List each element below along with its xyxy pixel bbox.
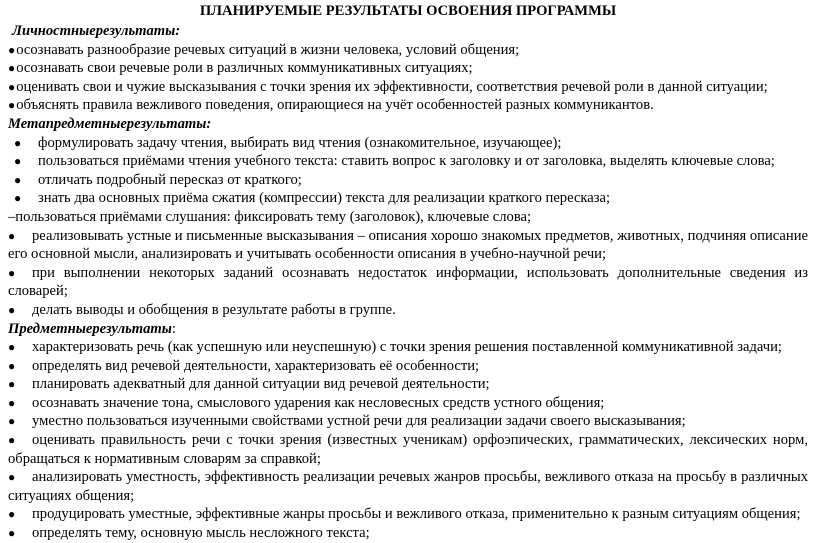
bullet-icon: ● <box>8 265 16 280</box>
list-item: ● продуцировать уместные, эффективные жанры просьбы и вежливого отказа, применительно к разным ситуациям общения; <box>8 506 801 523</box>
bullet-icon: ● <box>8 79 16 94</box>
list-item: ●осознавать свои речевые роли в различных коммуникативных ситуациях; <box>8 60 473 77</box>
list-item: ● отличать подробный пересказ от краткого; <box>14 171 302 188</box>
subject-results-heading-line: Предметныерезультаты: <box>8 320 176 337</box>
bullet-icon: ● <box>8 358 16 373</box>
list-item: ● пользоваться приёмами чтения учебного текста: ставить вопрос к заголовку и от заголовка, выделять ключевые слова; <box>14 153 775 170</box>
list-item: ● осознавать значение тона, смыслового ударения как несловесных средств устного общения; <box>8 394 605 411</box>
list-item: ● формулировать задачу чтения, выбирать вид чтения (ознакомительное, изучающее); <box>14 134 562 151</box>
dash-list-item: –пользоваться приёмами слушания: фиксировать тему (заголовок), ключевые слова; <box>8 208 532 225</box>
list-item: ● характеризовать речь (как успешную или неуспешную) с точки зрения решения поставленной коммуникативной задачи; <box>8 339 782 356</box>
bullet-icon: ● <box>8 414 16 429</box>
list-item: ● при выполнении некоторых заданий осознавать недостаток информации, использовать дополнительные сведения из словарей; <box>8 264 808 300</box>
bullet-icon: ● <box>14 191 22 206</box>
bullet-icon: ● <box>8 526 16 541</box>
list-item: ● определять тему, основную мысль несложного текста; <box>8 525 370 542</box>
list-item: ● делать выводы и обобщения в результате работы в группе. <box>8 301 396 318</box>
subject-results-heading: Предметныерезультаты <box>8 320 172 337</box>
page-title: ПЛАНИРУЕМЫЕ РЕЗУЛЬТАТЫ ОСВОЕНИЯ ПРОГРАММЫ <box>199 3 617 19</box>
bullet-icon: ● <box>8 433 16 448</box>
bullet-icon: ● <box>14 135 22 150</box>
bullet-icon: ● <box>14 154 22 169</box>
personal-results-heading: Личностныерезультаты: <box>12 23 181 39</box>
list-item: ● оценивать правильность речи с точки зрения (известных ученикам) орфоэпических, грамматических, лексических норм, обращаться к нормативным словарям за справкой; <box>8 432 808 467</box>
list-item: ●оценивать свои и чужие высказывания с точки зрения их эффективности, соответствия речевой роли в данной ситуации; <box>8 78 768 95</box>
bullet-icon: ● <box>8 98 16 113</box>
list-item: ● уместно пользоваться изученными свойствами устной речи для реализации задачи своего высказывания; <box>8 413 686 430</box>
list-item: ●осознавать разнообразие речевых ситуаций в жизни человека, условий общения; <box>8 41 520 58</box>
list-item: ● определять вид речевой деятельности, характеризовать её особенности; <box>8 357 480 374</box>
list-item: ● реализовывать устные и письменные высказывания – описания хорошо знакомых предметов, животных, подчиняя описание его основной мысли, анализировать и учитывать особенности описания в учебно-научной речи; <box>8 227 808 263</box>
bullet-icon: ● <box>8 470 16 485</box>
list-item: ● знать два основных приёма сжатия (компрессии) текста для реализации краткого пересказа; <box>14 190 611 207</box>
bullet-icon: ● <box>8 395 16 410</box>
bullet-icon: ● <box>8 507 16 522</box>
bullet-icon: ● <box>8 302 16 317</box>
list-item: ●объяснять правила вежливого поведения, опирающиеся на учёт особенностей разных коммуникантов. <box>8 97 654 114</box>
bullet-icon: ● <box>8 377 16 392</box>
meta-results-heading: Метапредметныерезультаты: <box>8 115 212 132</box>
bullet-icon: ● <box>8 340 16 355</box>
list-item: ● анализировать уместность, эффективность реализации речевых жанров просьбы, вежливого отказа на просьбу в различных ситуациях общения; <box>8 469 808 504</box>
bullet-icon: ● <box>8 228 16 243</box>
bullet-icon: ● <box>14 172 22 187</box>
bullet-icon: ● <box>8 61 16 76</box>
list-item: ● планировать адекватный для данной ситуации вид речевой деятельности; <box>8 376 490 393</box>
bullet-icon: ● <box>8 42 16 57</box>
